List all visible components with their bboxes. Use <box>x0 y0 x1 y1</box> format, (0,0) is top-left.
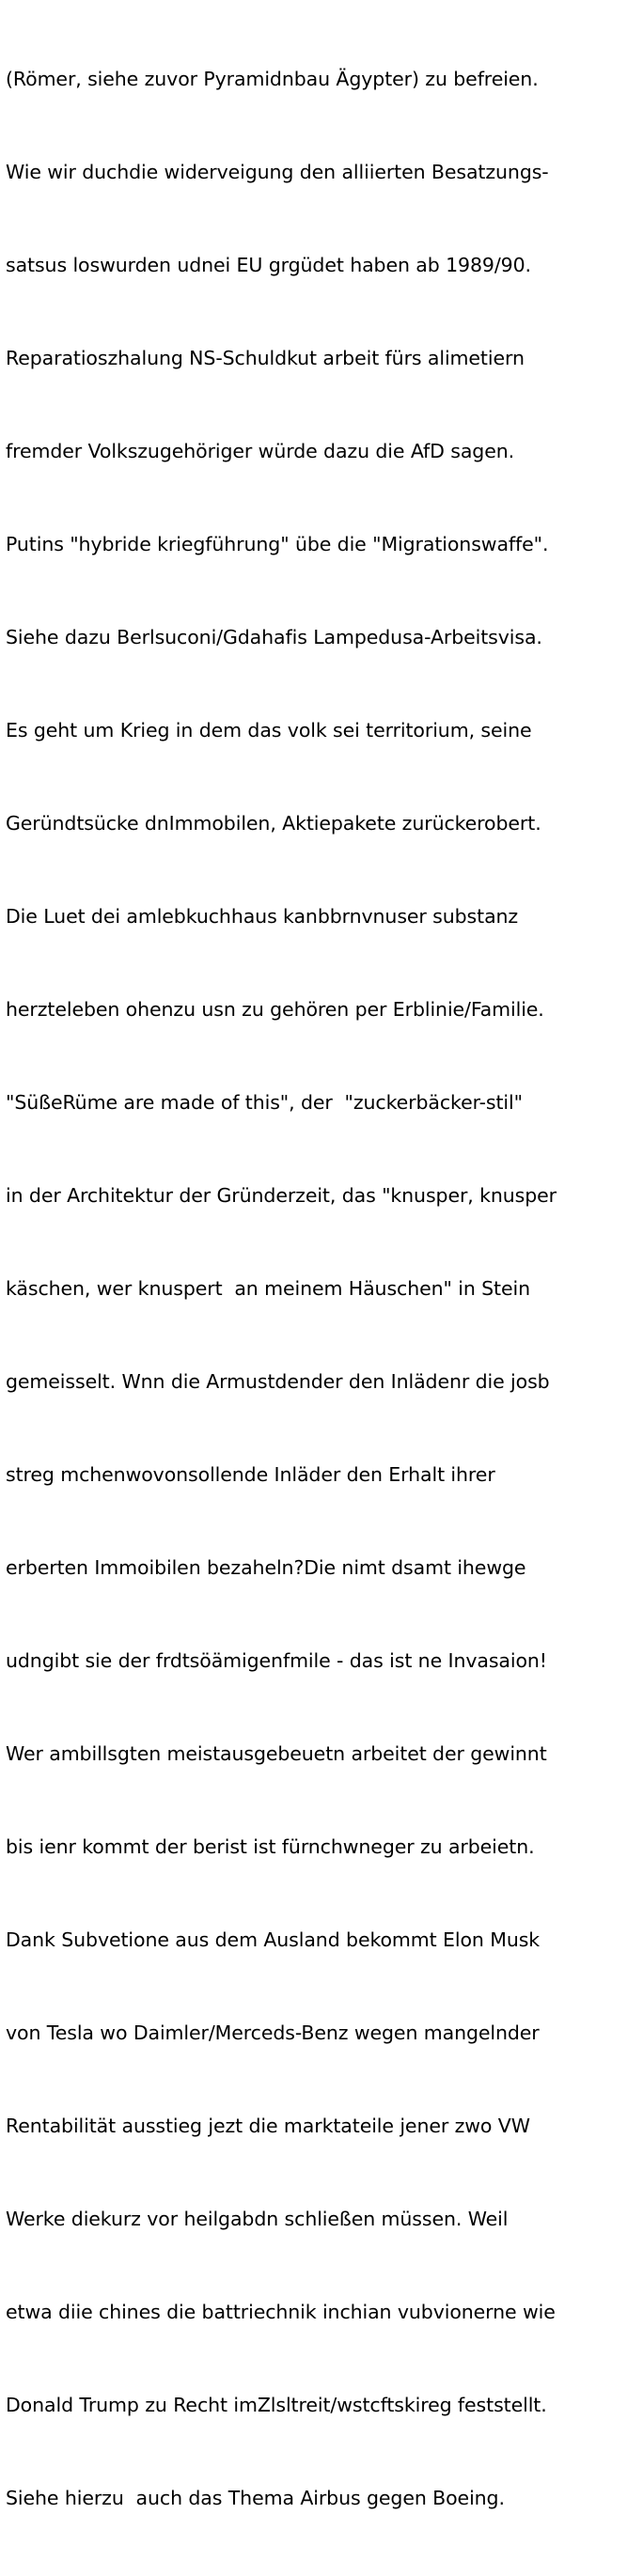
text-line: satsus loswurden udnei EU grgüdet haben ab 1989/90. <box>6 254 531 276</box>
text-line: Rentabilität ausstieg jezt die marktateile jener zwo VW <box>6 2115 530 2137</box>
text-line: Siehe dazu Berlsuconi/Gdahafis Lampedusa-Arbeitsvisa. <box>6 626 542 648</box>
text-line: Es geht um Krieg in dem das volk sei territorium, seine <box>6 719 532 742</box>
text-line: erberten Immoibilen bezaheln?Die nimt dsamt ihewge <box>6 1556 526 1579</box>
text-line: Donald Trump zu Recht imZlsltreit/wstcftskireg feststellt. <box>6 2394 547 2416</box>
text-line: etwa diie chines die battriechnik inchian vubvionerne wie <box>6 2301 556 2323</box>
text-line: von Tesla wo Daimler/Merceds-Benz wegen mangelnder <box>6 2022 540 2044</box>
text-line: Putins "hybride kriegführung" übe die "Migrationswaffe". <box>6 533 549 555</box>
text-line: Wie wir duchdie widerveigung den alliierten Besatzungs- <box>6 161 549 183</box>
text-line: in der Architektur der Gründerzeit, das "knusper, knusper <box>6 1184 557 1207</box>
text-line: Werke diekurz vor heilgabdn schließen müssen. Weil <box>6 2208 509 2230</box>
text-line: Reparatioszhalung NS-Schuldkut arbeit fürs alimetiern <box>6 347 525 369</box>
text-line: Geründtsücke dnImmobilen, Aktiepakete zurückerobert. <box>6 812 541 835</box>
text-line: Die Luet dei amlebkuchhaus kanbbrnvnuser substanz <box>6 905 519 928</box>
text-line: käschen, wer knuspert an meinem Häuschen" in Stein <box>6 1277 530 1300</box>
document-text <box>6 2 643 2576</box>
text-line: gemeisselt. Wnn die Armustdender den Inlädenr die josb <box>6 1370 550 1393</box>
text-line: Wer ambillsgten meistausgebeuetn arbeitet der gewinnt <box>6 1742 547 1765</box>
text-line: Siehe hierzu auch das Thema Airbus gegen Boeing. <box>6 2487 505 2509</box>
text-line: streg mchenwovonsollende Inläder den Erhalt ihrer <box>6 1463 495 1486</box>
text-line: (Römer, siehe zuvor Pyramidnbau Ägypter) zu befreien. <box>6 68 539 90</box>
text-line: fremder Volkszugehöriger würde dazu die AfD sagen. <box>6 440 515 462</box>
text-line: udngibt sie der frdtsöämigenfmile - das ist ne Invasaion! <box>6 1649 547 1672</box>
text-line: bis ienr kommt der berist ist fürnchwneger zu arbeietn. <box>6 1835 535 1858</box>
text-line: herzteleben ohenzu usn zu gehören per Erblinie/Familie. <box>6 998 544 1021</box>
text-line: Dank Subvetione aus dem Ausland bekommt Elon Musk <box>6 1928 541 1951</box>
text-line: "SüßeRüme are made of this", der "zuckerbäcker-stil" <box>6 1091 523 1114</box>
